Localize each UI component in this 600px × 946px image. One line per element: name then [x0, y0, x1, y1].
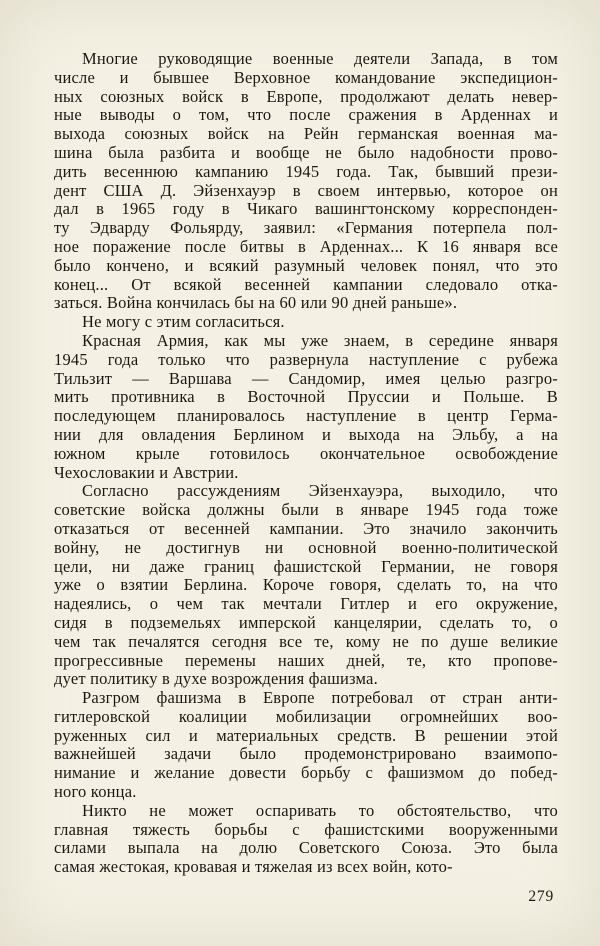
text-line: надеялись, о чем так мечтали Гитлер и его окружение, [54, 594, 558, 614]
text-line: шина была разбита и вообще не было надобности прово- [54, 142, 558, 162]
text-line: важнейшей задачи было продемонстрировано взаимопо- [54, 744, 558, 764]
text-block [54, 50, 558, 877]
text-line: ные выводы о том, что после сражения в Арденнах и [54, 105, 558, 125]
text-line: южном крыле готовилось окончательное освобождение [54, 443, 558, 463]
text-line: 1945 года только что развернула наступление с рубежа [54, 349, 558, 369]
text-line: войну, не достигнув ни основной военно-политической [54, 537, 558, 557]
text-line: дить весеннюю кампанию 1945 года. Так, бывший прези- [54, 161, 558, 181]
text-line: руженных сил и материальных средств. В решении этой [54, 725, 558, 745]
page-number: 279 [528, 888, 554, 905]
text-line: ного конца. [54, 782, 137, 802]
text-line: прогрессивные перемены наших дней, те, кто пропове- [54, 650, 558, 670]
text-line: сидя в подземельях имперской канцелярии, сделать то, о [54, 612, 558, 632]
text-line: Красная Армия, как мы уже знаем, в середине января [82, 330, 558, 350]
text-line: конец... От всякой весенней кампании следовало отка- [54, 274, 558, 294]
text-line: Разгром фашизма в Европе потребовал от стран анти- [82, 688, 558, 708]
text-line: мить противника в Восточной Пруссии и Польше. В [54, 387, 558, 407]
text-line: силами выпала на долю Советского Союза. Это была [54, 838, 558, 858]
text-line: чем так печалятся сегодня все те, кому не по душе великие [54, 631, 558, 651]
text-line: Чехословакии и Австрии. [54, 462, 239, 482]
text-line: ных союзных войск в Европе, продолжают делать невер- [54, 86, 558, 106]
text-line: дент США Д. Эйзенхауэр в своем интервью, которое он [54, 180, 558, 200]
text-line: было кончено, и всякий разумный человек понял, что это [54, 255, 558, 275]
text-line: уже о взятии Берлина. Короче говоря, сделать то, на что [54, 575, 558, 595]
text-line: Тильзит — Варшава — Сандомир, имея целью разгро- [54, 368, 558, 388]
text-line: заться. Война кончилась бы на 60 или 90 дней раньше». [54, 293, 458, 313]
text-line: нимание и желание довести борьбу с фашизмом до побед- [54, 763, 558, 783]
text-line: дал в 1965 году в Чикаго вашингтонскому корреспонден- [54, 199, 558, 219]
text-line: выхода союзных войск на Рейн германская военная ма- [54, 124, 558, 144]
text-line: числе и бывшее Верховное командование экспедицион- [54, 67, 558, 87]
text-line: советские войска должны были в январе 1945 года тоже [54, 500, 558, 520]
text-line: Согласно рассуждениям Эйзенхауэра, выходило, что [82, 481, 558, 501]
text-line: гитлеровской коалиции мобилизации огромнейших воо- [54, 706, 558, 726]
text-line: главная тяжесть борьбы с фашистскими вооруженными [54, 819, 558, 839]
text-line: дует политику в духе возрождения фашизма. [54, 669, 378, 689]
text-line: Многие руководящие военные деятели Запада, в том [82, 49, 558, 68]
text-line: самая жестокая, кровавая и тяжелая из всех войн, кото- [54, 857, 453, 877]
text-line: Никто не может оспаривать то обстоятельство, что [82, 800, 558, 820]
text-line: Не могу с этим согласиться. [82, 312, 285, 332]
text-line: последующем планировалось наступление в центр Герма- [54, 406, 558, 426]
text-line: ту Эдварду Фольярду, заявил: «Германия потерпела пол- [54, 218, 558, 238]
text-line: ное поражение после битвы в Арденнах... К 16 января все [54, 236, 558, 256]
text-line: цели, ни даже границ фашистской Германии, не говоря [54, 556, 558, 576]
text-line: нии для овладения Берлином и выхода на Эльбу, а на [54, 424, 558, 444]
text-line: отказаться от весенней кампании. Это значило закончить [54, 518, 558, 538]
